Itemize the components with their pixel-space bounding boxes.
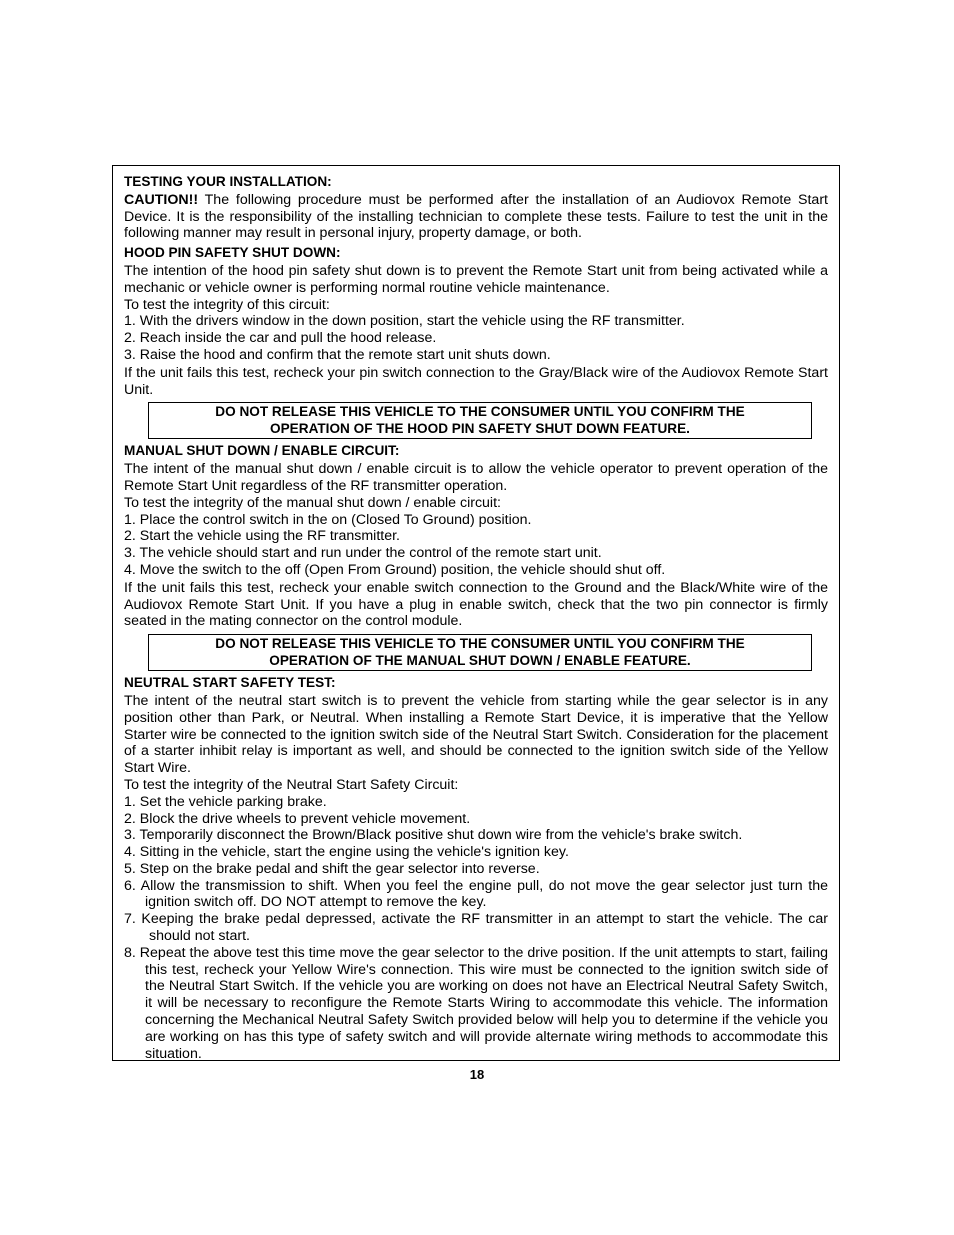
manual-test-intro: To test the integrity of the manual shut down / enable circuit: (124, 494, 501, 511)
manual-warning-line-1: DO NOT RELEASE THIS VEHICLE TO THE CONSUMER UNTIL YOU CONFIRM THE (215, 636, 745, 652)
caution-paragraph (124, 192, 828, 242)
neutral-step-2: 2. Block the drive wheels to prevent vehicle movement. (124, 810, 471, 827)
heading-neutral: NEUTRAL START SAFETY TEST: (124, 675, 336, 691)
heading-testing: TESTING YOUR INSTALLATION: (124, 174, 332, 189)
neutral-step-6: 6. Allow the transmission to shift. When you feel the engine pull, do not move the gear selector just turn the ignition switch off. DO NOT attempt to remove the key. (124, 877, 828, 911)
manual-warning-box (148, 634, 812, 671)
neutral-step-8: 8. Repeat the above test this time move the gear selector to the drive position. If the unit attempts to start, failing this test, recheck your Yellow Wire's connection. This wire must be connected to the ignition switch side of the Neutral Start Switch. If the vehicle you are working on does not have an Electrical Neutral Safety Switch, it will be necessary to reconfigure the Remote Starts Wiring to accommodate this vehicle. The information concerning the Mechanical Neutral Safety Switch provided below will help you to determine if the vehicle you are working on has this type of safety switch and will provide alternate wiring methods to accommodate this situation. (124, 944, 828, 1062)
neutral-step-1: 1. Set the vehicle parking brake. (124, 793, 327, 810)
hood-pin-warning-line-2: OPERATION OF THE HOOD PIN SAFETY SHUT DOWN FEATURE. (270, 421, 690, 437)
manual-step-3: 3. The vehicle should start and run under the control of the remote start unit. (124, 545, 602, 562)
manual-warning-line-2: OPERATION OF THE MANUAL SHUT DOWN / ENABLE FEATURE. (269, 653, 691, 669)
hood-pin-step-3: 3. Raise the hood and confirm that the remote start unit shuts down. (124, 346, 551, 363)
page-number: 18 (469, 1067, 485, 1082)
manual-intro: The intent of the manual shut down / enable circuit is to allow the vehicle operator to prevent operation of the Remote Start Unit regardless of the RF transmitter operation. (124, 461, 828, 494)
hood-pin-warning-line-1: DO NOT RELEASE THIS VEHICLE TO THE CONSUMER UNTIL YOU CONFIRM THE (215, 404, 745, 420)
neutral-test-intro: To test the integrity of the Neutral Start Safety Circuit: (124, 776, 459, 793)
hood-pin-warning-box (148, 402, 812, 439)
content-body (124, 174, 828, 1062)
hood-pin-step-1: 1. With the drivers window in the down position, start the vehicle using the RF transmitter. (124, 313, 685, 330)
manual-step-1: 1. Place the control switch in the on (Closed To Ground) position. (124, 511, 532, 528)
manual-step-4: 4. Move the switch to the off (Open From Ground) position, the vehicle should shut off. (124, 561, 666, 578)
manual-step-2: 2. Start the vehicle using the RF transmitter. (124, 528, 400, 545)
heading-hood-pin: HOOD PIN SAFETY SHUT DOWN: (124, 245, 341, 261)
hood-pin-test-intro: To test the integrity of this circuit: (124, 296, 330, 313)
neutral-step-7: 7. Keeping the brake pedal depressed, activate the RF transmitter in an attempt to start the vehicle. The car should not start. (124, 911, 828, 945)
neutral-step-3: 3. Temporarily disconnect the Brown/Black positive shut down wire from the vehicle's brake switch. (124, 827, 743, 844)
hood-pin-step-2: 2. Reach inside the car and pull the hood release. (124, 330, 437, 347)
hood-pin-intro: The intention of the hood pin safety shut down is to prevent the Remote Start unit from being activated while a mechanic or vehicle owner is performing normal routine vehicle maintenance. (124, 262, 828, 296)
caution-text: The following procedure must be performed after the installation of an Audiovox Remote Start Device. It is the responsibility of the installing technician to complete these tests. Failure to test the unit in the following manner may result in personal injury, property damage, or both. (124, 191, 828, 242)
heading-manual: MANUAL SHUT DOWN / ENABLE CIRCUIT: (124, 443, 400, 459)
neutral-intro: The intent of the neutral start switch is to prevent the vehicle from starting while the gear selector is in any position other than Park, or Neutral. When installing a Remote Start Device, it is imperative that the Yellow Starter wire be connected to the ignition switch side of the Neutral Start Switch. Consideration for the placement of a starter inhibit relay is important as well, and should be connected to the ignition switch side of the Yellow Start Wire. (124, 692, 828, 777)
neutral-step-4: 4. Sitting in the vehicle, start the engine using the vehicle's ignition key. (124, 844, 569, 861)
manual-fail-text: If the unit fails this test, recheck your enable switch connection to the Ground and the Black/White wire of the Audiovox Remote Start Unit. If you have a plug in enable switch, check that the two pin connector is firmly seated in the mating connector on the control module. (124, 579, 828, 630)
content-frame (112, 165, 840, 1061)
caution-label: CAUTION!! (124, 191, 199, 208)
neutral-step-5: 5. Step on the brake pedal and shift the gear selector into reverse. (124, 860, 540, 877)
hood-pin-fail-text: If the unit fails this test, recheck your pin switch connection to the Gray/Black wire of the Audiovox Remote Start Unit. (124, 364, 828, 398)
